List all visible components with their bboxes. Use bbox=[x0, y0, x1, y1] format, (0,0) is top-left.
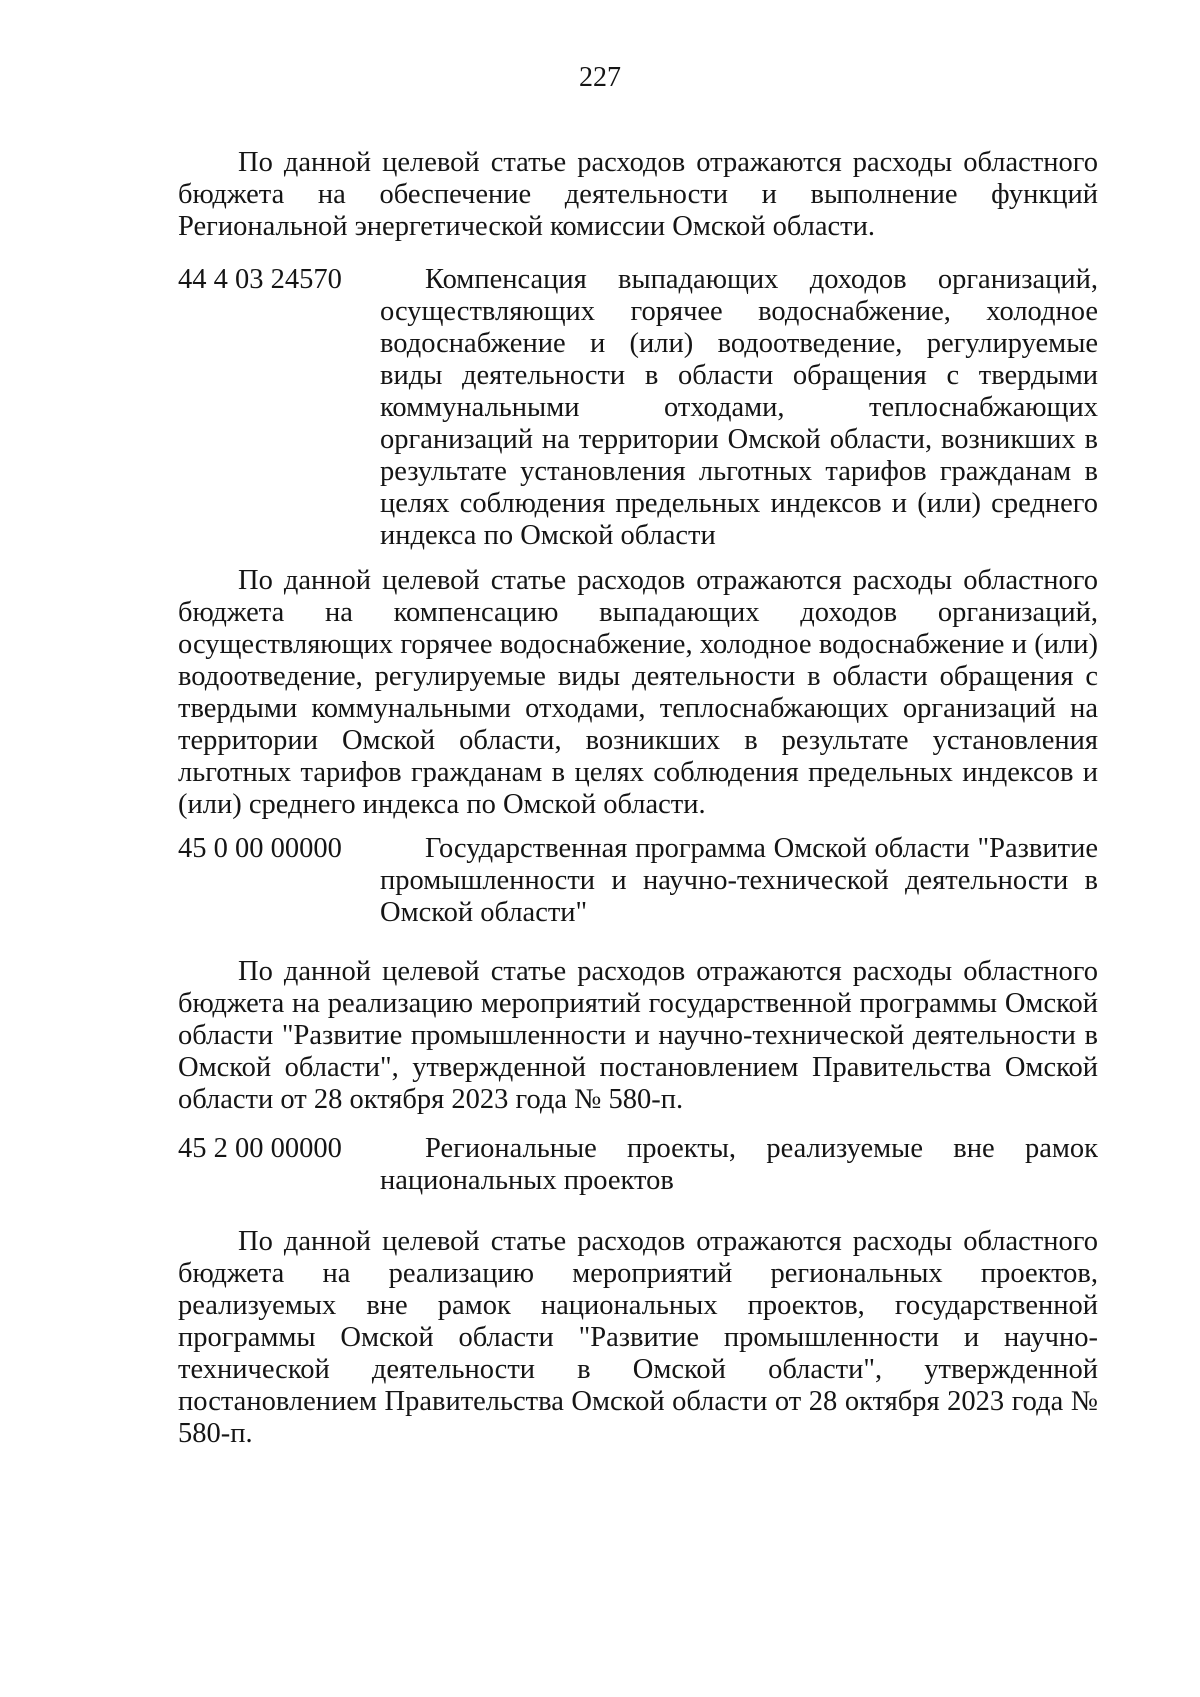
entry-title: Компенсация выпадающих доходов организаций, осуществляющих горячее водоснабжение, холодное водоснабжение и (или) водоотведение, регулируемые виды деятельности в области обращения с твердыми коммунальными отходами, теплоснабжающих организаций на территории Омской области, возникших в результате установления льготных тарифов гражданам в целях соблюдения предельных индексов и (или) среднего индекса по Омской области bbox=[380, 264, 1098, 551]
entry-title: Региональные проекты, реализуемые вне рамок национальных проектов bbox=[380, 1133, 1098, 1196]
paragraph-compensation-description: По данной целевой статье расходов отражаются расходы областного бюджета на компенсацию выпадающих доходов организаций, осуществляющих горячее водоснабжение, холодное водоснабжение и (или) водоотведение, регулируемые виды деятельности в области обращения с твердыми коммунальными отходами, теплоснабжающих организаций на территории Омской области, возникших в результате установления льготных тарифов гражданам в целях соблюдения предельных индексов и (или) среднего индекса по Омской области. bbox=[178, 565, 1098, 820]
paragraph-rec-description: По данной целевой статье расходов отражаются расходы областного бюджета на обеспечение деятельности и выполнение функций Региональной энергетической комиссии Омской области. bbox=[178, 147, 1098, 242]
entry-code: 45 0 00 00000 bbox=[178, 833, 342, 864]
page-number: 227 bbox=[579, 62, 621, 93]
entry-code: 45 2 00 00000 bbox=[178, 1133, 342, 1164]
entry-title: Государственная программа Омской области "Развитие промышленности и научно-технической деятельности в Омской области" bbox=[380, 833, 1098, 928]
paragraph-program-description: По данной целевой статье расходов отражаются расходы областного бюджета на реализацию мероприятий государственной программы Омской области "Развитие промышленности и научно-технической деятельности в Омской области", утвержденной постановлением Правительства Омской области от 28 октября 2023 года № 580-п. bbox=[178, 956, 1098, 1115]
budget-entry-45-0-00-00000 bbox=[178, 833, 1098, 929]
budget-entry-45-2-00-00000 bbox=[178, 1133, 1098, 1197]
entry-code: 44 4 03 24570 bbox=[178, 264, 342, 295]
paragraph-regional-projects-description: По данной целевой статье расходов отражаются расходы областного бюджета на реализацию мероприятий региональных проектов, реализуемых вне рамок национальных проектов, государственной программы Омской области "Развитие промышленности и научно-технической деятельности в Омской области", утвержденной постановлением Правительства Омской области от 28 октября 2023 года № 580-п. bbox=[178, 1226, 1098, 1449]
budget-entry-44-4-03-24570 bbox=[178, 264, 1098, 552]
